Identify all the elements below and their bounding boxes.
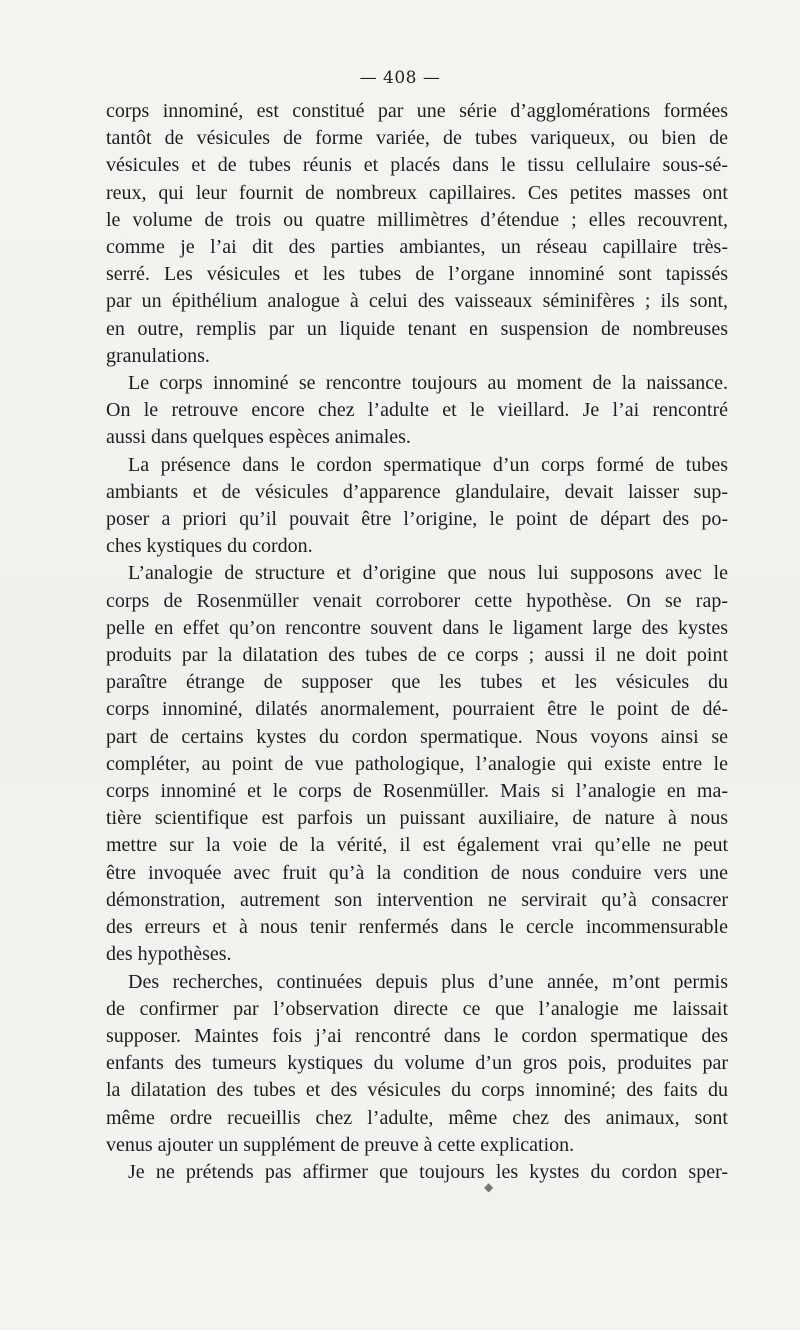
text-line: supposer. Maintes fois j’ai rencontré dans le cordon spermatique des (106, 1024, 728, 1047)
text-line: On le retrouve encore chez l’adulte et le vieillard. Je l’ai rencontré (106, 399, 728, 422)
text-line: part de certains kystes du cordon spermatique. Nous voyons ainsi se (106, 725, 728, 748)
text-line: Des recherches, continuées depuis plus d’une année, m’ont permis (128, 970, 728, 993)
text-line: Le corps innominé se rencontre toujours au moment de la naissance. (128, 372, 728, 395)
text-line: mettre sur la voie de la vérité, il est également vrai qu’elle ne peut (106, 834, 728, 857)
text-line: corps innominé et le corps de Rosenmüller. Mais si l’analogie en ma- (106, 780, 728, 803)
text-line: être invoquée avec fruit qu’à la condition de nous conduire vers une (106, 861, 728, 884)
text-line: pelle en effet qu’on rencontre souvent dans le ligament large des kystes (106, 616, 728, 639)
page-number: — 408 — (359, 68, 441, 88)
text-line: reux, qui leur fournit de nombreux capillaires. Ces petites masses ont (106, 181, 728, 204)
text-line: tantôt de vésicules de forme variée, de tubes variqueux, ou bien de (106, 127, 728, 150)
text-line: compléter, au point de vue pathologique, l’analogie qui existe entre le (106, 752, 728, 775)
text-line: de confirmer par l’observation directe ce que l’analogie me laissait (106, 997, 728, 1020)
text-line: la dilatation des tubes et des vésicules du corps innominé; des faits du (106, 1079, 728, 1102)
text-line: corps innominé, dilatés anormalement, pourraient être le point de dé- (106, 698, 728, 721)
body-text (106, 98, 728, 1186)
text-line: venus ajouter un supplément de preuve à cette explication. (106, 1133, 575, 1156)
text-line: paraître étrange de supposer que les tubes et les vésicules du (106, 671, 728, 694)
text-line: par un épithélium analogue à celui des vaisseaux séminifères ; ils sont, (106, 290, 728, 313)
text-line: La présence dans le cordon spermatique d’un corps formé de tubes (128, 453, 728, 476)
text-line: vésicules et de tubes réunis et placés dans le tissu cellulaire sous-sé- (106, 154, 728, 177)
text-line: serré. Les vésicules et les tubes de l’organe innominé sont tapissés (106, 263, 728, 286)
text-line: ches kystiques du cordon. (106, 535, 313, 558)
text-line: aussi dans quelques espèces animales. (106, 426, 411, 449)
text-line: corps de Rosenmüller venait corroborer cette hypothèse. On se rap- (106, 589, 728, 612)
text-line: enfants des tumeurs kystiques du volume d’un gros pois, produites par (106, 1052, 728, 1075)
text-line: granulations. (106, 344, 210, 367)
text-line: produits par la dilatation des tubes de ce corps ; aussi il ne doit point (106, 644, 728, 667)
text-line: Je ne prétends pas affirmer que toujours les kystes du cordon sper- (128, 1160, 728, 1183)
text-line: ambiants et de vésicules d’apparence glandulaire, devait laisser sup- (106, 480, 728, 503)
text-line: démonstration, autrement son intervention ne servirait qu’à consacrer (106, 888, 728, 911)
text-line: tière scientifique est parfois un puissant auxiliaire, de nature à nous (106, 807, 728, 830)
text-line: des erreurs et à nous tenir renfermés dans le cercle incommensurable (106, 916, 728, 939)
text-line: corps innominé, est constitué par une série d’agglomérations formées (106, 100, 728, 122)
ornament-mark: ◆ (484, 1180, 494, 1194)
text-line: comme je l’ai dit des parties ambiantes, un réseau capillaire très- (106, 236, 728, 259)
text-line: même ordre recueillis chez l’adulte, même chez des animaux, sont (106, 1106, 728, 1129)
text-line: poser a priori qu’il pouvait être l’origine, le point de départ des po- (106, 508, 728, 531)
text-line: des hypothèses. (106, 943, 232, 966)
text-line: le volume de trois ou quatre millimètres d’étendue ; elles recouvrent, (106, 208, 728, 231)
text-line: L’analogie de structure et d’origine que nous lui supposons avec le (128, 562, 728, 585)
text-line: en outre, remplis par un liquide tenant en suspension de nombreuses (106, 317, 728, 340)
